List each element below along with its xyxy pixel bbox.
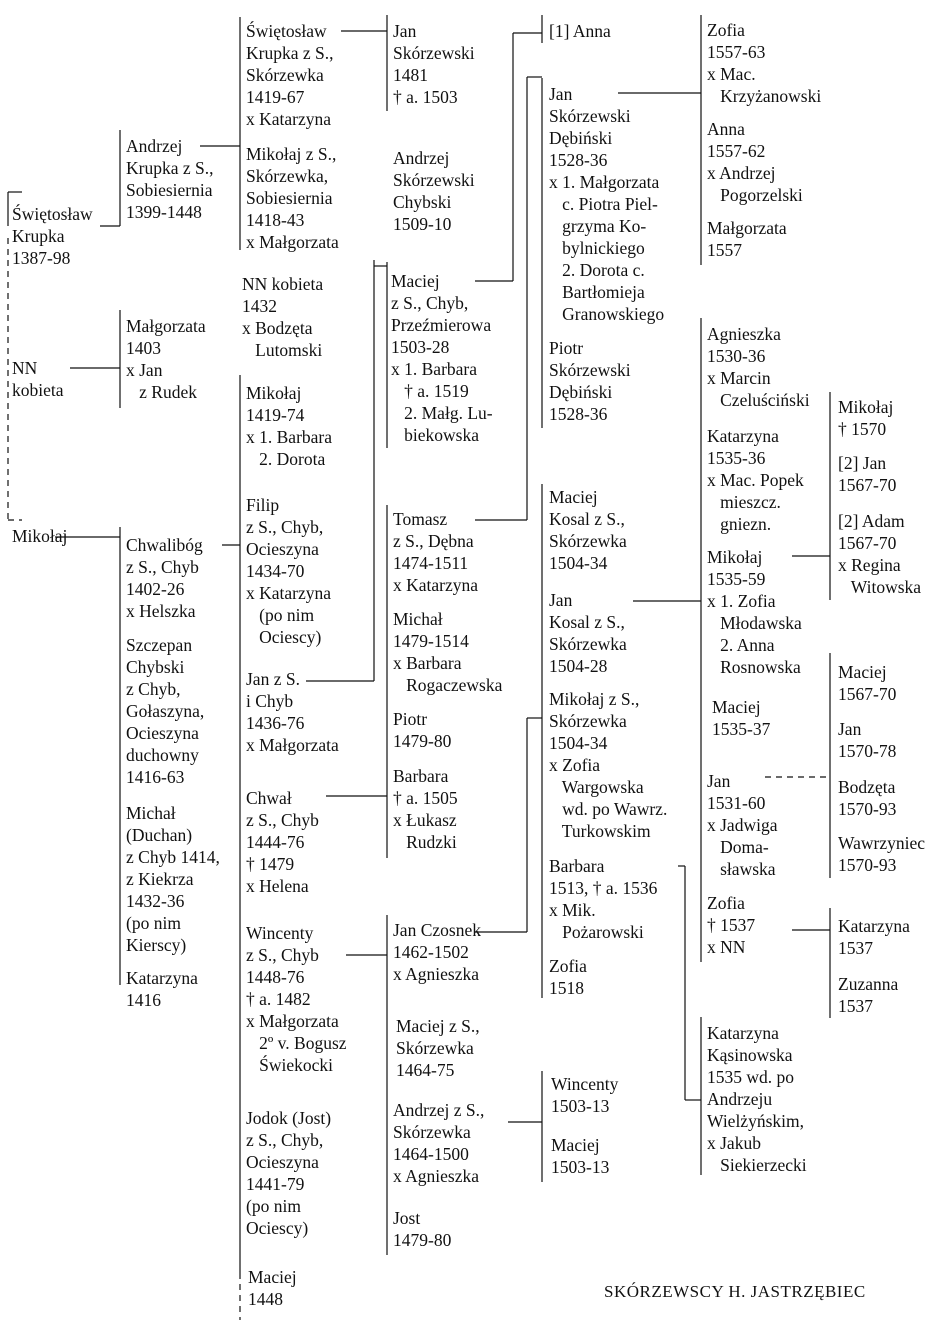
person-mikolaj-1418: Mikołaj z S., Skórzewka, Sobiesiernia 1418-43 x Małgorzata	[246, 144, 339, 252]
person-agnieszka-1530: Agnieszka 1530-36 x Marcin Czeluściński	[707, 324, 810, 410]
person-barbara-1513: Barbara 1513, † a. 1536 x Mik. Pożarowski	[549, 856, 658, 942]
person-anna-1557: Anna 1557-62 x Andrzej Pogorzelski	[707, 119, 803, 205]
person-maciej-przezmierowa: Maciej z S., Chyb, Przeźmierowa 1503-28 x 1. Barbara † a. 1519 2. Małg. Lu- biekowska	[391, 271, 493, 445]
person-jodok-jost: Jodok (Jost) z S., Chyb, Ocieszyna 1441-79 (po nim Ociescy)	[246, 1108, 332, 1238]
person-maciej-kosal: Maciej Kosal z S., Skórzewka 1504-34	[549, 487, 627, 573]
person-michal-duchan: Michał (Duchan) z Chyb 1414, z Kiekrza 1432-36 (po nim Kierscy)	[126, 803, 220, 955]
person-mikolaj-1504: Mikołaj z S., Skórzewka 1504-34 x Zofia Wargowska wd. po Wawrz. Turkowskim	[549, 689, 668, 841]
page-title: SKÓRZEWSCY H. JASTRZĘBIEC	[604, 1282, 866, 1301]
person-katarzyna-1537: Katarzyna 1537	[838, 916, 910, 958]
person-maciej-1464: Maciej z S., Skórzewka 1464-75	[396, 1016, 480, 1080]
person-jan-czosnek: Jan Czosnek 1462-1502 x Agnieszka	[393, 920, 481, 984]
person-chwalibog: Chwalibóg z S., Chyb 1402-26 x Helszka	[126, 535, 203, 621]
person-andrzej-1464: Andrzej z S., Skórzewka 1464-1500 x Agnieszka	[393, 1100, 485, 1186]
person-maciej-1535: Maciej 1535-37	[712, 697, 771, 739]
person-nn-kobieta: NN kobieta	[12, 358, 64, 400]
person-zuzanna-1537: Zuzanna 1537	[838, 974, 899, 1016]
person-piotr-1479: Piotr 1479-80	[393, 709, 452, 751]
person-andrzej-krupka: Andrzej Krupka z S., Sobiesiernia 1399-1448	[126, 136, 214, 222]
person-mikolaj-1570: Mikołaj † 1570	[838, 397, 894, 439]
person-zofia-1518: Zofia 1518	[549, 956, 587, 998]
person-mikolaj-1535: Mikołaj 1535-59 x 1. Zofia Młodawska 2. Anna Rosnowska	[707, 547, 802, 677]
person-wawrzyniec: Wawrzyniec 1570-93	[838, 833, 926, 875]
person-maciej-1448: Maciej 1448	[248, 1267, 297, 1309]
person-malgorzata-1403: Małgorzata 1403 x Jan z Rudek	[126, 316, 206, 402]
person-katarzyna-1535: Katarzyna 1535-36 x Mac. Popek mieszcz. gniezn.	[707, 426, 804, 534]
person-chwal: Chwał z S., Chyb 1444-76 † 1479 x Helena	[246, 788, 319, 896]
person-jan-2-1567: [2] Jan 1567-70	[838, 453, 897, 495]
person-adam-2: [2] Adam 1567-70 x Regina Witowska	[838, 511, 922, 597]
person-anna-1: [1] Anna	[549, 21, 611, 41]
person-maciej-1567: Maciej 1567-70	[838, 662, 897, 704]
person-wincenty-1503: Wincenty 1503-13	[551, 1074, 619, 1116]
person-bodzeta-1570: Bodzęta 1570-93	[838, 777, 897, 819]
person-barbara-1505: Barbara † a. 1505 x Łukasz Rudzki	[393, 766, 458, 852]
person-mikolaj-1419: Mikołaj 1419-74 x 1. Barbara 2. Dorota	[246, 383, 333, 469]
person-jan-1570: Jan 1570-78	[838, 719, 897, 761]
person-katarzyna-1416: Katarzyna 1416	[126, 968, 198, 1010]
person-szczepan-chybski: Szczepan Chybski z Chyb, Gołaszyna, Ocieszyna duchowny 1416-63	[126, 635, 205, 787]
person-zofia-1537: Zofia † 1537 x NN	[707, 893, 756, 957]
person-tomasz: Tomasz z S., Dębna 1474-1511 x Katarzyna	[393, 509, 479, 595]
person-katarzyna-kasinowska: Katarzyna Kąsinowska 1535 wd. po Andrzeju Wielżyńskim, x Jakub Siekierzecki	[707, 1023, 807, 1175]
person-nn-kobieta-1432: NN kobieta 1432 x Bodzęta Lutomski	[242, 274, 324, 360]
person-swietoslaw-krupka-1387: Świętosław Krupka 1387-98	[12, 204, 93, 268]
person-jan-kosal: Jan Kosal z S., Skórzewka 1504-28	[549, 590, 627, 676]
person-wincenty-1448: Wincenty z S., Chyb 1448-76 † a. 1482 x Małgorzata 2º v. Bogusz Świekocki	[246, 923, 347, 1075]
person-piotr-skorzewski-debinski: Piotr Skórzewski Dębiński 1528-36	[549, 338, 631, 424]
person-andrzej-skorzewski-chybski: Andrzej Skórzewski Chybski 1509-10	[393, 148, 475, 234]
person-swietoslaw-krupka-1419: Świętosław Krupka z S., Skórzewka 1419-67 x Katarzyna	[246, 21, 334, 129]
person-jan-z-s-i-chyb: Jan z S. i Chyb 1436-76 x Małgorzata	[246, 669, 339, 755]
person-jan-skorzewski-1481: Jan Skórzewski 1481 † a. 1503	[393, 21, 475, 107]
person-jan-skorzewski-debinski: Jan Skórzewski Dębiński 1528-36 x 1. Małgorzata c. Piotra Piel- grzyma Ko- bylnickiego 2. Dorota c. Bartłomieja Granowskiego	[549, 84, 665, 324]
person-jost-1479: Jost 1479-80	[393, 1208, 452, 1250]
person-mikolaj: Mikołaj	[12, 526, 68, 546]
person-michal-1479: Michał 1479-1514 x Barbara Rogaczewska	[393, 609, 503, 695]
person-maciej-1503: Maciej 1503-13	[551, 1135, 610, 1177]
person-zofia-1557: Zofia 1557-63 x Mac. Krzyżanowski	[707, 20, 822, 106]
person-malgorzata-1557: Małgorzata 1557	[707, 218, 787, 260]
person-filip: Filip z S., Chyb, Ocieszyna 1434-70 x Katarzyna (po nim Ociescy)	[246, 495, 332, 647]
person-jan-1531: Jan 1531-60 x Jadwiga Doma- sławska	[707, 771, 778, 879]
